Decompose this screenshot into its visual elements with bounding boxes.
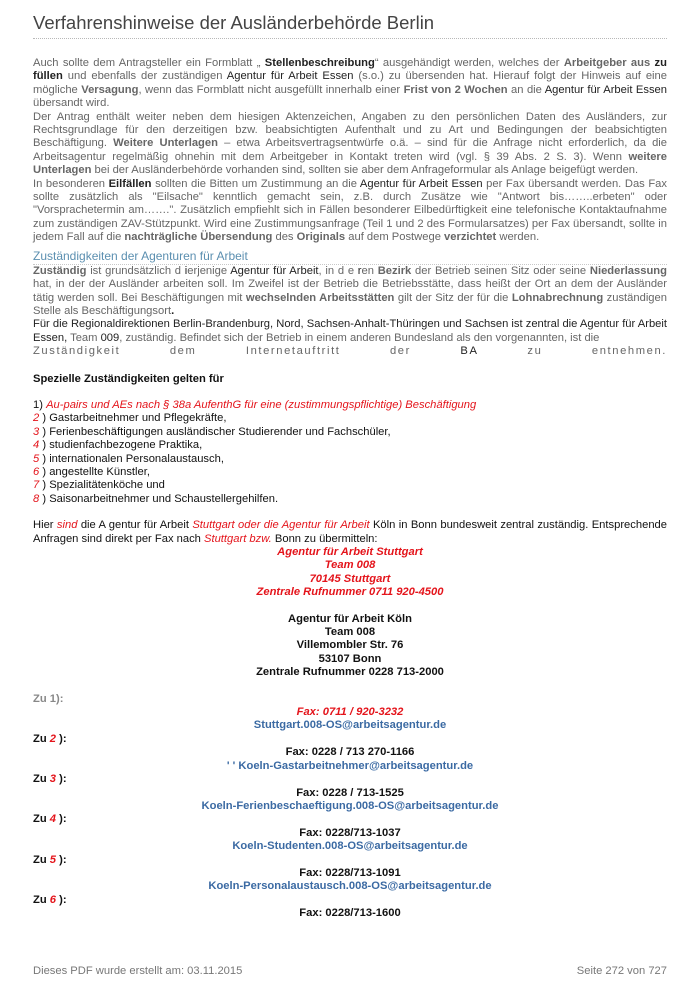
email-line [33, 760, 667, 773]
special-heading: Spezielle Zuständigkeiten gelten für [33, 372, 224, 385]
contact-entry [33, 813, 667, 853]
text-run: per Fax übersandt werden. Das Fax sollte zusätzlich als "Eilsache" kenntlich gemacht sein, z.B. durch Zusätze wie "Antwort bis……..erbeten" oder "Vorsprachetermin am…….". Zusätzlich empfiehlt sich in Fällen besonderer Eilbedürftigkeit eine telefonische Kontaktaufnahme zum zuständigen ZAV-Stützpunkt. Wird eine Zustimmungsanfrage (Teil 1 und 2 des Formularsatzes) per Fax übersandt, sollte in jedem Fall auf die [33, 177, 667, 244]
text-run: (s.o.) zu übersenden hat. Hierauf folgt der Hinweis auf eine mögliche [33, 70, 667, 96]
text-run: BA [460, 345, 478, 358]
address-line: Team 008 [324, 559, 376, 572]
contact-prefix: Zu [33, 773, 50, 786]
address-line: 70145 Stuttgart [309, 572, 391, 585]
text-run: Weitere Unterlagen [113, 137, 218, 150]
text-run: gilt der Sitz der für die [394, 291, 512, 304]
contact-prefix: Zu [33, 692, 50, 705]
item-separator: ) [39, 479, 50, 492]
item-text: Gastarbeitnehmer und Pflegekräfte, [49, 412, 227, 425]
address-line: Zentrale Rufnummer 0711 920-4500 [256, 586, 444, 599]
page-title: Verfahrenshinweise der Ausländerbehörde Berlin [33, 12, 667, 39]
contact-suffix: ): [56, 732, 67, 745]
text-run: Agentur für Arbeit [230, 264, 319, 277]
address-line: 53107 Bonn [318, 652, 382, 665]
list-item [33, 439, 667, 452]
contact-prefix: Zu [33, 853, 50, 866]
text-run: sollten die Bitten um Zustimmung an die [151, 177, 360, 190]
intro-paragraph-1 [33, 57, 667, 111]
item-number: 1 [33, 398, 40, 411]
item-number: 6 [33, 465, 40, 478]
item-separator: ) [39, 492, 50, 505]
text-run: i [184, 264, 188, 277]
intro-paragraph-3 [33, 178, 667, 245]
text-run: sind [56, 519, 78, 532]
contact-entry [33, 693, 667, 733]
text-run: Originals [296, 231, 346, 244]
item-number: 7 [33, 479, 40, 492]
list-item [33, 466, 667, 479]
fax-number: Fax: 0228 / 713-1525 [296, 786, 404, 799]
text-run: Auch sollte dem Antragsteller ein Formblatt „ [33, 57, 265, 69]
contact-entry [33, 854, 667, 894]
item-separator: ) [39, 439, 50, 452]
email-link[interactable]: Koeln-Studenten.008-OS@arbeitsagentur.de [232, 840, 468, 853]
text-run: Niederlassung [589, 264, 667, 277]
text-run: hat, in der der Ausländer arbeiten soll. Im Zweifel ist der Betrieb die Betriebsstätte, dass heißt der Ort an dem der Ausländer tätig werden soll. Bei Beschäftigungen mit [33, 278, 667, 304]
contact-prefix: Zu [33, 732, 50, 745]
text-run: der Betrieb seinen Sitz oder seine [411, 264, 590, 277]
item-number: 5 [33, 452, 40, 465]
text-run: Hier [33, 519, 57, 532]
text-run: , wenn das Formblatt nicht ausgefüllt innerhalb einer [138, 83, 404, 96]
document-page [33, 12, 667, 921]
text-run: 009 [100, 331, 120, 344]
section-paragraph-3 [33, 345, 667, 358]
item-text: studienfachbezogene Praktika, [49, 439, 203, 452]
contact-number: 1 [49, 692, 57, 705]
address-line: Agentur für Arbeit Köln [288, 612, 412, 625]
text-run: zuständigen Stelle als Beschäftigungsort [33, 291, 667, 317]
text-run: Stuttgart oder die Agentur für Arbeit [192, 519, 370, 532]
text-run: Agentur für Arbeit Essen [359, 177, 483, 190]
text-run: weitere Unterlagen [33, 150, 667, 177]
item-separator: ) [39, 452, 50, 465]
text-run: Frist von 2 Wochen [403, 83, 508, 96]
text-run: r [357, 264, 362, 277]
list-item [33, 493, 667, 506]
text-run: Stellenbeschreibung [264, 57, 375, 69]
contact-entry [33, 773, 667, 813]
text-run: In besonderen [33, 177, 109, 190]
address-line: Zentrale Rufnummer 0228 713-2000 [256, 666, 444, 679]
text-run: erjenige [187, 264, 231, 277]
item-text: Saisonarbeitnehmer und Schaustellergehilfen. [49, 492, 279, 505]
item-text: Ferienbeschäftigungen ausländischer Studierender und Fachschüler, [49, 425, 391, 438]
address-koeln [33, 613, 667, 680]
contact-entry [33, 733, 667, 773]
text-run: “ ausgehändigt werden, welches der [374, 57, 564, 69]
item-text: angestellte Künstler, [49, 465, 150, 478]
text-run: auf dem Postwege [345, 231, 445, 244]
contact-prefix: Zu [33, 813, 50, 826]
contact-label [33, 854, 667, 867]
special-list [33, 399, 667, 506]
email-link[interactable]: Koeln-Personalaustausch.008-OS@arbeitsagentur.de [208, 880, 492, 893]
item-separator: ) [39, 425, 50, 438]
text-run: Arbeitgeber aus [563, 57, 651, 69]
text-run: verzichtet [444, 231, 497, 244]
text-run: und ebenfalls der zuständigen [62, 70, 227, 83]
address-line: Agentur für Arbeit Stuttgart [277, 546, 423, 558]
contact-suffix: ): [56, 893, 67, 906]
section-paragraph-1 [33, 265, 667, 319]
text-run: an die [507, 83, 545, 96]
contact-label [33, 773, 667, 786]
text-run: . [171, 304, 175, 317]
item-number: 8 [33, 492, 40, 505]
text-run: Lohnabrechnung [511, 291, 604, 304]
contact-suffix: ): [56, 813, 67, 826]
text-run: des [272, 231, 297, 244]
footer-created: Dieses PDF wurde erstellt am: 03.11.2015 [33, 965, 243, 977]
item-separator: ) [39, 412, 50, 425]
section-heading: Zuständigkeiten der Agenturen für Arbeit [33, 249, 667, 265]
item-separator: ) [39, 398, 47, 411]
fax-number: Fax: 0711 / 920-3232 [296, 706, 404, 719]
text-run: die Regionaldirektionen Berlin-Brandenburg, Nord, Sachsen-Anhalt-Thüringen und Sachsen ist zentral die Agentur für Arbeit Essen, [33, 318, 667, 344]
text-run: ist grundsätzlich d [86, 264, 185, 277]
list-item [33, 399, 667, 412]
text-run: zu entnehmen. [477, 345, 667, 358]
contact-label [33, 733, 667, 746]
text-run: Köln in Bonn bundesweit zentral zuständig. Entsprechende Anfragen sind direkt per Fax nach [33, 519, 667, 545]
contact-number: 5 [49, 853, 57, 866]
text-run: Eilfällen [108, 177, 152, 190]
footer-page-number: Seite 272 von 727 [576, 965, 667, 977]
text-run: nachträgliche Übersendung [124, 231, 273, 244]
contact-label [33, 894, 667, 907]
email-link[interactable]: Stuttgart.008-OS@arbeitsagentur.de [253, 719, 447, 732]
email-prefix: ' ' [226, 759, 236, 772]
text-run: Bonn zu übermitteln: [271, 532, 378, 545]
fax-number: Fax: 0228 / 713 270-1166 [285, 746, 415, 759]
email-link[interactable]: Koeln-Gastarbeitnehmer@arbeitsagentur.de [238, 759, 474, 772]
text-run: Agentur für Arbeit Essen [226, 70, 354, 83]
text-run: werden. [496, 231, 540, 244]
list-item [33, 426, 667, 439]
contact-number: 2 [49, 732, 57, 745]
fax-number: Fax: 0228/713-1037 [299, 826, 401, 839]
text-run: Der Antrag enthält weiter neben dem hiesigen Aktenzeichen, Angaben zu den persönlichen Daten des Ausländers, zur Rechtsgrundlage für den derzeitigen bzw. beabsichtigten Aufenthalt und zu Art und Bedingungen der beabsichtigten Beschäftigung. [33, 110, 667, 150]
address-stuttgart [33, 546, 667, 600]
text-run: übersandt wird. [33, 97, 110, 110]
item-number: 3 [33, 425, 40, 438]
contact-number: 3 [49, 773, 57, 786]
list-item [33, 479, 667, 492]
contact-prefix: Zu [33, 893, 50, 906]
address-line: Team 008 [324, 626, 376, 639]
fax-number: Fax: 0228/713-1091 [299, 866, 401, 879]
text-run: zu füllen [33, 57, 667, 83]
text-run: – etwa Arbeitsvertragsentwürfe o.ä. – sind für die Anfrage nicht erforderlich, da die Arbeitsagentur regelmäßig ohnehin mit dem Arbeitgeber in Kontakt treten wird (vgl. § 39 Abs. 2 S. 3). Wenn [33, 137, 668, 163]
text-run: Stuttgart bzw. [204, 532, 272, 545]
contact-number: 6 [49, 893, 57, 906]
item-number: 2 [33, 412, 40, 425]
text-run: Zuständig [33, 264, 87, 277]
contacts-list [33, 693, 667, 921]
item-number: 4 [33, 439, 40, 452]
contact-suffix: ): [56, 853, 67, 866]
fax-number: Fax: 0228/713-1600 [299, 907, 401, 920]
text-run: Team [67, 331, 101, 344]
contact-number: 4 [49, 813, 57, 826]
contact-entry [33, 894, 667, 921]
contact-suffix: ): [56, 773, 67, 786]
list-item [33, 412, 667, 425]
text-run: die A gentur für Arbeit [77, 519, 193, 532]
item-text: internationalen Personalaustausch, [49, 452, 224, 465]
text-run: , in d e [318, 264, 358, 277]
address-line: Villemombler Str. 76 [296, 639, 404, 652]
item-text: Spezialitätenköche und [49, 479, 165, 492]
item-text: Au-pairs und AEs nach § 38a AufenthG für eine (zustimmungspflichtige) Beschäftigung [46, 398, 477, 411]
item-separator: ) [39, 465, 50, 478]
text-run: Zuständigkeit dem Internetauftritt der [33, 345, 461, 358]
text-run: bei der Ausländerbehörde vorhanden sind, sollten sie aber dem Anfrageformular als Anlage beigefügt werden. [91, 164, 639, 177]
text-run: , zuständig. Befindet sich der Betrieb in einem anderen Bundesland als den vorgenannten, ist die [119, 331, 600, 344]
text-run: Agentur für Arbeit Essen [544, 83, 668, 96]
text-run: en [361, 264, 378, 277]
contact-label [33, 813, 667, 826]
text-run: Bezirk [377, 264, 412, 277]
section-paragraph-2 [33, 318, 667, 345]
intro-paragraph-2 [33, 111, 667, 178]
email-link[interactable]: Koeln-Ferienbeschaeftigung.008-OS@arbeitsagentur.de [201, 799, 499, 812]
hier-paragraph [33, 519, 667, 546]
text-run: wechselnden Arbeitsstätten [245, 291, 395, 304]
text-run: Versagung [81, 83, 139, 96]
contact-label [33, 693, 667, 706]
list-item [33, 453, 667, 466]
text-run: Für [33, 318, 53, 331]
contact-suffix: ): [56, 692, 64, 705]
